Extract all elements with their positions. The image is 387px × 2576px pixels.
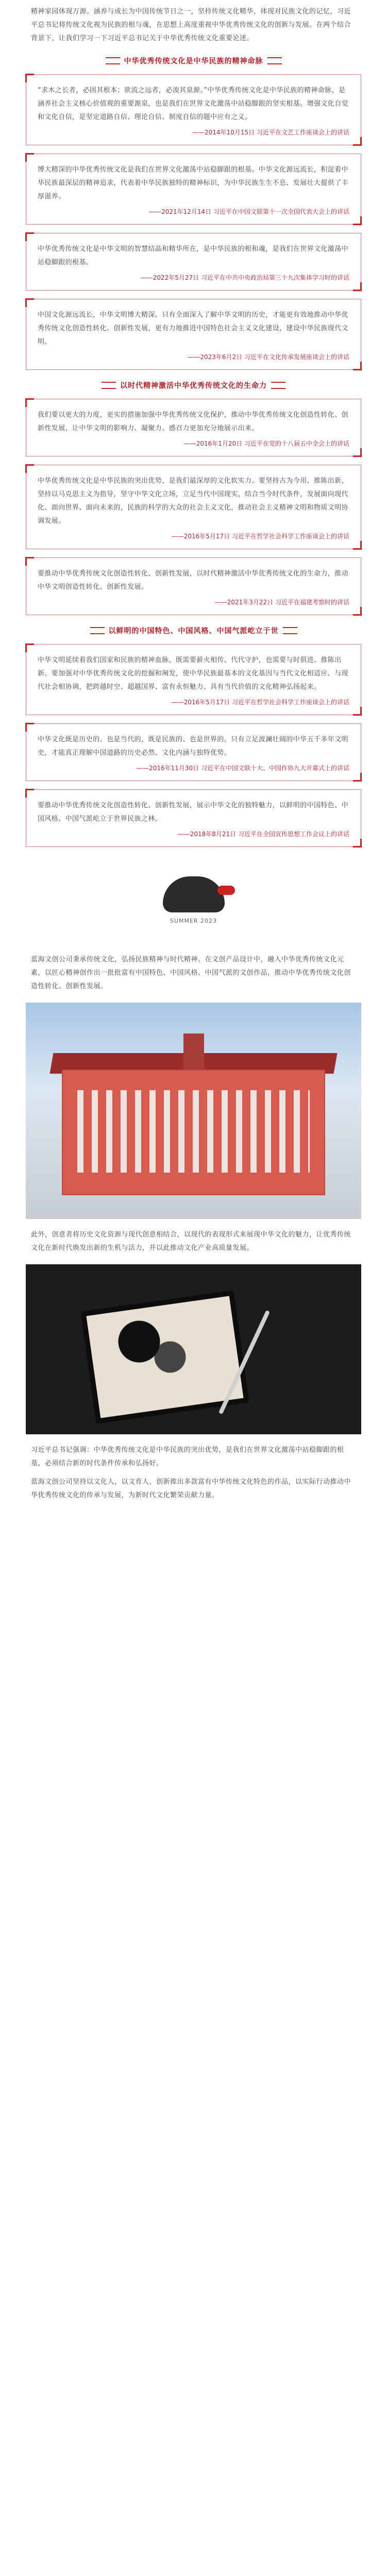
quote-source: ——2021年12月14日 习近平在中国文联第十一次全国代表大会上的讲话 — [149, 208, 349, 215]
bird-illustration-icon — [163, 876, 225, 912]
section-title-1 — [0, 56, 387, 66]
section-1-title: 中华优秀传统文化是中华民族的精神命脉 — [124, 57, 263, 65]
quote-text: 要推动中华优秀传统文化创造性转化、创新性发展，以时代精神激活中华优秀传统文化的生命力，推动中华文明创造性转化、创新性发展。 — [38, 570, 349, 591]
quote-source: ——2016年11月30日 习近平在中国文联十大、中国作协九大开幕式上的讲话 — [137, 765, 349, 772]
tablet-artwork — [98, 1311, 201, 1388]
section-3-title: 以鲜明的中国特色、中国风格、中国气派屹立于世 — [108, 627, 279, 635]
body-paragraph-4: 蓝海文创公司坚持以文化人，以文育人，创新推出多款富有中华传统文化特色的作品，以实际行动推动中华优秀传统文化的传承与发展，为新时代文化繁荣贡献力量。 — [31, 1478, 351, 1499]
quote-text: 中国文化源远流长，中华文明博大精深。只有全面深入了解中华文明的历史，才能更有效地推动中华优秀传统文化创造性转化、创新性发展，更有力地推进中国特色社会主义文化建设，建设中华民族现代文明。 — [38, 311, 349, 346]
quote-text: 要推动中华优秀传统文化创造性转化、创新性发展，展示中华文化的独特魅力，以鲜明的中国特色、中国风格、中国气派屹立于世界民族之林。 — [38, 802, 349, 823]
section-2-title: 以时代精神激活中华优秀传统文化的生命力 — [120, 382, 267, 390]
quote-source: ——2016年1月20日 习近平在党的十八届五中全会上的讲话 — [183, 440, 349, 447]
quote-card — [26, 723, 361, 781]
drawing-tablet-photo — [26, 1264, 361, 1434]
quote-card — [26, 233, 361, 291]
quote-card — [26, 299, 361, 370]
title-ornament-left-icon — [106, 57, 120, 64]
body-paragraph-1: 蓝海文创公司秉承传统文化，弘扬民族精神与时代精神。在文创产品设计中，融入中华优秀传统文化元素，以匠心精神创作出一批批富有中国特色、中国风格、中国气派的文创作品，推动中华优秀传统文化创造性转化、创新性发展。 — [31, 956, 351, 990]
quote-text: 我们要以更大的力度，更实的措施加强中华优秀传统文化保护，推动中华优秀传统文化创造性转化、创新性发展，让中华文明的影响力、凝聚力、感召力更加充分地展示出来。 — [38, 411, 349, 432]
title-ornament-right-icon — [267, 57, 282, 64]
quote-source: ——2023年6月2日 习近平在文化传承发展座谈会上的讲话 — [188, 353, 349, 361]
campus-building-photo — [26, 1003, 361, 1219]
quote-card — [26, 399, 361, 456]
quote-text: 中华文化既是历史的、也是当代的，既是民族的、也是世界的。只有立足波澜壮阔的中华五千多年文明史，才能真正理解中国道路的历史必然、文化内涵与独特优势。 — [38, 736, 349, 757]
quote-card — [26, 465, 361, 549]
quote-text: “求木之长者，必固其根本；欲流之远者，必浚其泉源。”中华优秀传统文化是中华民族的精神命脉，是涵养社会主义核心价值观的重要源泉，也是我们在世界文化激荡中站稳脚跟的坚实根基。增强文化自觉和文化自信，是坚定道路自信、理论自信、制度自信的题中应有之义。 — [38, 87, 349, 121]
quote-card — [26, 154, 361, 225]
section-title-3 — [0, 625, 387, 636]
quote-source: ——2021年3月22日 习近平在福建考察时的讲话 — [214, 599, 349, 606]
quote-card — [26, 557, 361, 615]
quote-source: ——2016年5月17日 习近平在哲学社会科学工作座谈会上的讲话 — [171, 699, 349, 706]
body-paragraph-2: 此外，创意者将历史文化资源与现代创意相结合，以现代的表现形式来展现中华文化的魅力，让优秀传统文化在新时代焕发出新的生机与活力，并以此推动文化产业高质量发展。 — [31, 1231, 351, 1252]
quote-text: 博大精深的中华优秀传统文化是我们在世界文化激荡中站稳脚跟的根基。中华文化源远流长，积淀着中华民族最深层的精神追求，代表着中华民族独特的精神标识，为中华民族生生不息、发展壮大提供了丰厚滋养。 — [38, 166, 349, 200]
quote-source: ——2014年10月15日 习近平在文艺工作座谈会上的讲话 — [192, 129, 349, 136]
quote-text: 中华优秀传统文化是中华文明的智慧结晶和精华所在，是中华民族的根和魂，是我们在世界文化激荡中站稳脚跟的根基。 — [38, 245, 349, 266]
title-ornament-left-icon — [90, 627, 105, 634]
intro-paragraph: 精神家园体现万源。涵养与成长为中国传统节日之一，坚持传统文化精华，体现对民族文化的记忆，习近平总书记将传统文化视为民族的根与魂，在思想上高度重视中华优秀传统文化的创新与发展。在两个结合背景下，让我们学习一下习近平总书记关于中华优秀传统文化重要论述。 — [31, 8, 351, 42]
quote-source: ——2016年5月17日 习近平在哲学社会科学工作座谈会上的讲话 — [171, 533, 349, 540]
body-paragraph-3: 习近平总书记强调：中华优秀传统文化是中华民族的突出优势，是我们在世界文化激荡中站稳脚跟的根基，必须结合新的时代条件传承和弘扬好。 — [31, 1446, 344, 1467]
quote-text: 中华优秀传统文化是中华民族的突出优势，是我们最深厚的文化软实力。要坚持古为今用、推陈出新，坚持以马克思主义为指导，坚守中华文化立场，立足当代中国现实，结合当今时代条件，发展面向现代化、面向世界、面向未来的，民族的科学的大众的社会主义文化，推动社会主义精神文明和物质文明协调发展。 — [38, 477, 349, 525]
title-ornament-right-icon — [283, 627, 297, 634]
quote-card — [26, 644, 361, 715]
building-windows — [77, 1090, 310, 1173]
quote-text: 中华文明延续着我们国家和民族的精神血脉，既需要薪火相传、代代守护，也需要与时俱进、推陈出新。要加强对中华优秀传统文化的挖掘和阐发，使中华民族最基本的文化基因与当代文化相适应、与现代社会相协调，把跨越时空、超越国界、富有永恒魅力、具有当代价值的文化精神弘扬起来。 — [38, 656, 349, 691]
quote-source: ——2022年5月27日 习近平在中共中央政治局第三十九次集体学习时的讲话 — [140, 274, 349, 281]
illustration-bird-area — [26, 856, 361, 944]
title-ornament-right-icon — [271, 382, 285, 389]
quote-card — [26, 74, 361, 145]
section-title-2 — [0, 380, 387, 391]
quote-source: ——2018年8月21日 习近平在全国宣传思想工作会议上的讲话 — [177, 831, 349, 838]
illustration-caption: SUMMER 2023 — [170, 917, 217, 924]
quote-card — [26, 789, 361, 847]
title-ornament-left-icon — [102, 382, 116, 389]
